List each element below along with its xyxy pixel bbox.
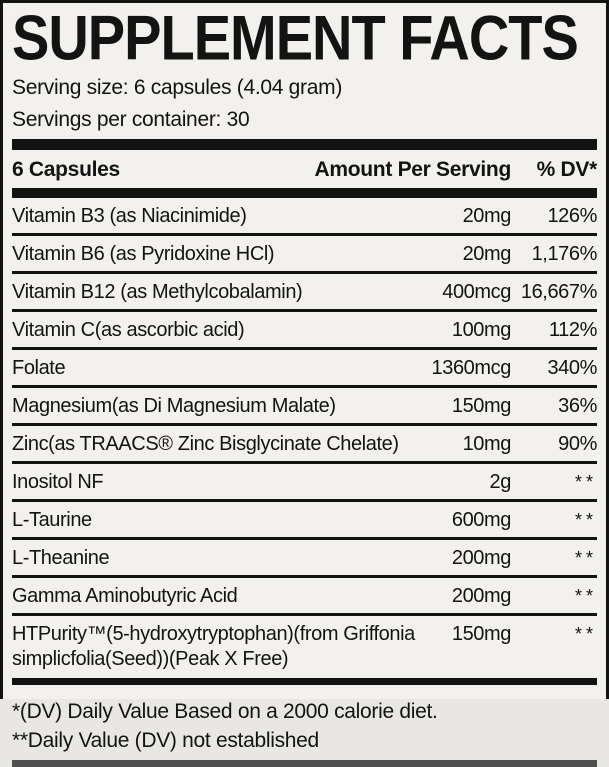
- nutrient-name: Inositol NF: [12, 471, 104, 493]
- nutrient-amount: 20mg: [462, 243, 511, 265]
- nutrient-dv: **: [574, 548, 597, 568]
- divider-footnote-thick: [12, 678, 597, 685]
- nutrient-amount: 20mg: [462, 205, 511, 227]
- nutrient-dv: 36%: [558, 395, 597, 417]
- nutrient-amount: 10mg: [462, 433, 511, 455]
- table-header-row: [12, 150, 597, 188]
- nutrient-amount: 100mg: [451, 319, 511, 341]
- divider-top-thick: [12, 139, 597, 150]
- header-dv: % DV*: [536, 158, 597, 181]
- table-row: [12, 350, 597, 388]
- nutrient-dv: **: [574, 586, 597, 606]
- nutrient-dv: **: [574, 510, 597, 530]
- nutrient-name: L-Theanine: [12, 547, 110, 569]
- table-row: [12, 616, 597, 676]
- nutrient-name: Vitamin B3 (as Niacinimide): [12, 205, 247, 227]
- nutrient-name: Vitamin B12 (as Methylcobalamin): [12, 281, 303, 303]
- table-row: [12, 540, 597, 578]
- nutrient-name: Zinc(as TRAACS® Zinc Bisglycinate Chelate): [12, 433, 399, 455]
- nutrient-amount: 2g: [489, 471, 511, 493]
- nutrient-dv: **: [574, 472, 597, 492]
- nutrient-name: Vitamin B6 (as Pyridoxine HCl): [12, 243, 275, 265]
- nutrient-name: Magnesium(as Di Magnesium Malate): [12, 395, 336, 417]
- nutrient-name: Gamma Aminobutyric Acid: [12, 585, 238, 607]
- nutrient-dv: **: [574, 624, 597, 644]
- bottom-partial-bar: [12, 760, 597, 767]
- table-row: [12, 464, 597, 502]
- table-row: [12, 198, 597, 236]
- nutrient-amount: 200mg: [451, 585, 511, 607]
- page-title: SUPPLEMENT FACTS: [12, 2, 578, 74]
- nutrient-amount: 200mg: [451, 547, 511, 569]
- nutrient-dv: 340%: [547, 357, 597, 379]
- nutrient-dv: 16,667%: [520, 281, 597, 303]
- table-row: [12, 426, 597, 464]
- nutrient-amount: 400mcg: [442, 281, 511, 303]
- nutrient-name: HTPurity™(5-hydroxytryptophan)(from Griffonia simplicfolia(Seed))(Peak X Free): [12, 623, 415, 670]
- nutrient-name: Vitamin C(as ascorbic acid): [12, 319, 245, 341]
- nutrient-name: L-Taurine: [12, 509, 92, 531]
- serving-size: Serving size: 6 capsules (4.04 gram): [12, 76, 343, 99]
- servings-per-container: Servings per container: 30: [12, 108, 250, 131]
- nutrient-amount: 150mg: [451, 395, 511, 417]
- table-row: [12, 312, 597, 350]
- nutrient-amount: 600mg: [451, 509, 511, 531]
- table-row: [12, 236, 597, 274]
- table-row: [12, 578, 597, 616]
- nutrient-name: Folate: [12, 357, 66, 379]
- table-row: [12, 502, 597, 540]
- nutrient-amount: 1360mcg: [431, 357, 511, 379]
- facts-table: [12, 150, 597, 676]
- divider-header-thick: [12, 188, 597, 198]
- header-amount: Amount Per Serving: [314, 158, 511, 181]
- footnote-not-established: **Daily Value (DV) not established: [12, 729, 319, 752]
- nutrient-dv: 126%: [547, 205, 597, 227]
- nutrient-dv: 1,176%: [531, 243, 597, 265]
- nutrient-amount: 150mg: [451, 623, 511, 645]
- nutrient-dv: 90%: [558, 433, 597, 455]
- footnote-daily-value: *(DV) Daily Value Based on a 2000 calorie diet.: [12, 700, 438, 723]
- header-capsules: 6 Capsules: [12, 158, 120, 181]
- table-row: [12, 388, 597, 426]
- table-row: [12, 274, 597, 312]
- nutrient-dv: 112%: [548, 319, 597, 341]
- footnotes: [12, 697, 597, 755]
